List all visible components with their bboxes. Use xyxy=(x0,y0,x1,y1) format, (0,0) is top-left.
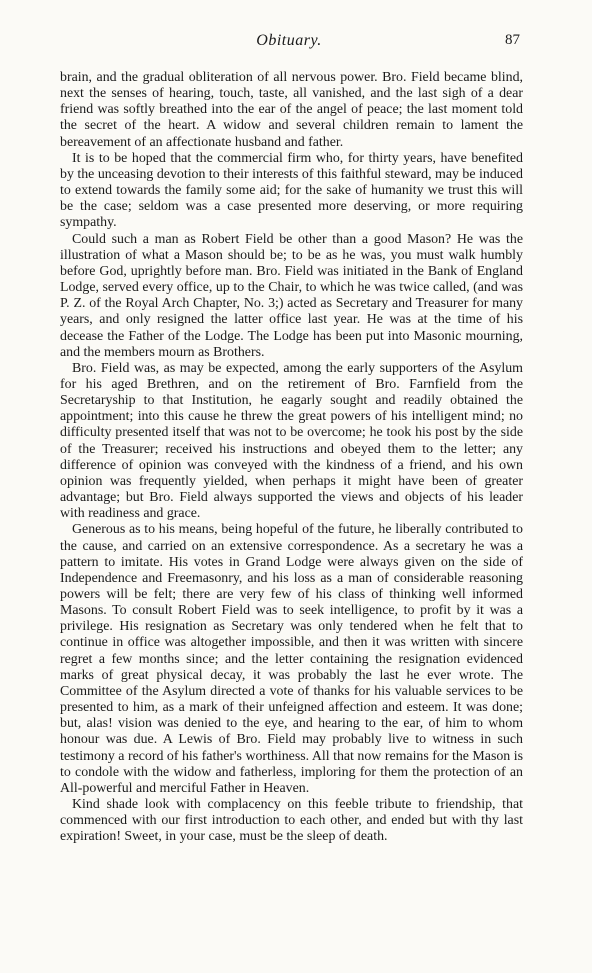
page-number: 87 xyxy=(505,32,520,48)
paragraph-1: brain, and the gradual obliteration of all nervous power. Bro. Field became blind, next the senses of hearing, touch, taste, all vanished, and the last sigh of a dear friend was softly breathed into the ear of the angel of peace; the last moment told the secret of the heart. A widow and several children remain to lament the bereavement of an affectionate husband and father. xyxy=(60,70,523,150)
paragraph-4: Bro. Field was, as may be expected, among the early supporters of the Asylum for his aged Brethren, and on the retirement of Bro. Farnfield from the Secretaryship to that Institution, he eagarly sought and readily obtained the appointment; into this cause he threw the great powers of his intelligent mind; no difficulty presented itself that was not to be overcome; he took his post by the side of the Treasurer; received his instructions and obeyed them to the letter; any difference of opinion was conveyed with the kindness of a friend, and his own opinion was frequently yielded, when perhaps it might have been of greater advantage; but Bro. Field always supported the views and objects of his leader with readiness and grace. xyxy=(60,360,523,522)
paragraph-3: Could such a man as Robert Field be other than a good Mason? He was the illustration of what a Mason should be; to be as he was, you must walk humbly before God, uprightly before man. Bro. Field was initiated in the Bank of England Lodge, served every office, up to the Chair, to which he was twice called, (and was P. Z. of the Royal Arch Chapter, No. 3;) acted as Secretary and Treasurer for many years, and only resigned the latter office last year. He was at the time of his decease the Father of the Lodge. The Lodge has been put into Masonic mourning, and the members mourn as Brothers. xyxy=(60,231,523,360)
obituary-text xyxy=(60,70,523,846)
paragraph-5: Generous as to his means, being hopeful of the future, he liberally contributed to the cause, and carried on an extensive correspondence. As a secretary he was a pattern to imitate. His votes in Grand Lodge were always given on the side of Independence and Freemasonry, and his loss as a man of considerable reasoning powers will be felt; there are very few of his class of thinking well informed Masons. To consult Robert Field was to seek intelligence, to profit by it was a privilege. His resignation as Secretary was only tendered when he felt that to continue in office was altogether impossible, and then it was written with sincere regret a few months since; and the letter containing the resignation evidenced marks of great physical decay, it was probably the last he ever wrote. The Committee of the Asylum directed a vote of thanks for his valuable services to be presented to him, as a mark of their unfeigned affection and esteem. It was done; but, alas! vision was denied to the eye, and hearing to the ear, of him to whom honour was due. A Lewis of Bro. Field may probably live to witness in such testimony a record of his father's worthiness. All that now remains for the Mason is to condole with the widow and fatherless, imploring for them the protection of an All-powerful and merciful Father in Heaven. xyxy=(60,522,523,796)
paragraph-6: Kind shade look with complacency on this feeble tribute to friendship, that commenced with our first introduction to each other, and ended but with thy last expiration! Sweet, in your case, must be the sleep of death. xyxy=(60,797,523,845)
page-header xyxy=(58,32,520,54)
running-title: Obituary. xyxy=(256,32,322,49)
paragraph-2: It is to be hoped that the commercial firm who, for thirty years, have benefited by the unceasing devotion to their interests of this faithful steward, may be induced to extend towards the family some aid; for the sake of humanity we trust this will be the case; seldom was a case presented more deserving, or more requiring sympathy. xyxy=(60,150,523,231)
